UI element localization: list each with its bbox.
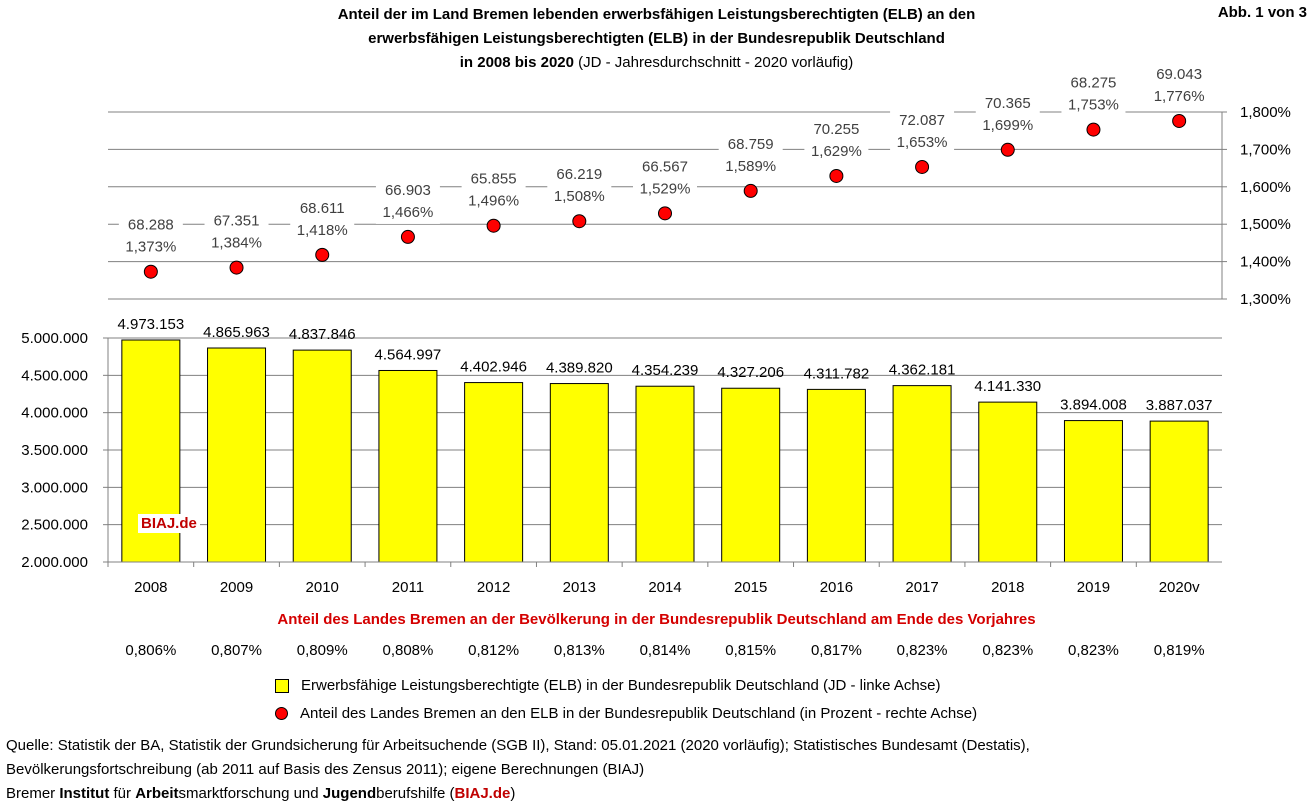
bremen-share-value: 0,817%: [810, 642, 862, 659]
x-axis-tick-label: 2013: [562, 579, 596, 596]
x-axis-tick-label: 2008: [134, 579, 168, 596]
left-axis-tick-label: 2.000.000: [21, 554, 88, 571]
bar: [722, 388, 780, 562]
source-line-2: Bevölkerungsfortschreibung (ab 2011 auf Basis des Zensus 2011); eigene Berechnungen (BIAJ): [6, 761, 645, 778]
dot: [1173, 114, 1186, 127]
right-axis-tick-label: 1,700%: [1240, 141, 1291, 159]
bar-value-label: 4.837.846: [288, 326, 356, 344]
left-axis-tick-label: 4.000.000: [21, 404, 88, 422]
left-axis-tick-label: 5.000.000: [21, 330, 88, 347]
x-axis-tick-label: 2019: [1076, 579, 1111, 596]
source-line-1: Quelle: Statistik der BA, Statistik der Grundsicherung für Arbeitsuchende (SGB II), Stand: 05.01.2021 (2020 vorläufig); Statistisches Bundesamt (Destatis),: [6, 737, 1030, 754]
dot: [316, 248, 329, 261]
bremen-share-value: 0,815%: [725, 642, 777, 659]
dot: [830, 169, 843, 182]
dot: [487, 219, 500, 232]
left-axis-tick-label: 4.500.000: [21, 367, 88, 385]
dot-percent-label: 1,699%: [982, 116, 1034, 134]
dot-percent-label: 1,629%: [810, 142, 862, 160]
legend-dot-swatch: [275, 707, 288, 720]
bar-value-label: 4.389.820: [545, 359, 613, 377]
dot: [1001, 143, 1014, 156]
bar: [293, 350, 351, 562]
watermark: BIAJ.de: [138, 514, 200, 533]
dot-count-label: 65.855: [470, 170, 517, 188]
bar-value-label: 4.402.946: [460, 358, 527, 376]
bar: [1150, 421, 1208, 562]
x-axis-tick-label: 2010: [305, 579, 339, 596]
bar: [893, 386, 951, 562]
bar: [550, 384, 608, 562]
dot-count-label: 68.611: [299, 199, 345, 217]
left-axis-tick-label: 3.500.000: [21, 442, 88, 459]
dot: [144, 265, 157, 278]
dot-count-label: 72.087: [899, 111, 946, 129]
dot: [659, 207, 672, 220]
right-axis-tick-label: 1,600%: [1240, 178, 1291, 196]
bar-value-label: 4.973.153: [117, 316, 185, 334]
right-axis-tick-label: 1,400%: [1240, 253, 1291, 271]
dot-count-label: 68.288: [127, 216, 174, 234]
x-axis-tick-label: 2012: [476, 579, 511, 596]
dot-count-label: 70.255: [813, 120, 860, 138]
dot: [916, 160, 929, 173]
bar: [979, 402, 1037, 562]
chart-title-years: in 2008 bis 2020: [459, 54, 574, 71]
right-axis-tick-label: 1,500%: [1240, 216, 1291, 234]
bremen-share-value: 0,823%: [982, 642, 1034, 659]
x-axis-tick-label: 2009: [219, 579, 254, 596]
bar: [379, 370, 437, 562]
bremen-share-value: 0,819%: [1153, 642, 1205, 659]
bar-value-label: 4.564.997: [374, 346, 442, 364]
left-axis-tick-label: 2.500.000: [21, 516, 88, 534]
right-axis-tick-label: 1,800%: [1240, 104, 1291, 121]
dot: [744, 184, 757, 197]
dot-count-label: 68.275: [1070, 74, 1117, 92]
dot: [1087, 123, 1100, 136]
dot-percent-label: 1,466%: [382, 203, 434, 221]
dot-percent-label: 1,496%: [468, 192, 520, 210]
dot-count-label: 66.567: [642, 158, 688, 176]
bremen-share-value: 0,823%: [1068, 642, 1119, 659]
dot-count-label: 66.903: [384, 181, 431, 199]
bremen-share-value: 0,814%: [639, 642, 691, 659]
x-axis-tick-label: 2014: [648, 579, 682, 596]
dot-percent-label: 1,753%: [1068, 96, 1119, 114]
dot-count-label: 67.351: [213, 212, 260, 230]
dot-percent-label: 1,776%: [1153, 87, 1205, 105]
legend-item-dots: [275, 705, 977, 722]
page-label: Abb. 1 von 3: [1217, 4, 1307, 21]
bremen-share-value: 0,813%: [553, 642, 605, 659]
chart-title-line-1: Anteil der im Land Bremen lebenden erwerbsfähigen Leistungsberechtigten (ELB) an den: [337, 6, 976, 23]
dot: [401, 230, 414, 243]
bar-value-label: 3.894.008: [1060, 396, 1127, 414]
dot-percent-label: 1,373%: [125, 238, 177, 256]
bar-value-label: 4.354.239: [631, 362, 699, 380]
legend-bar-label: Erwerbsfähige Leistungsberechtigte (ELB) in der Bundesrepublik Deutschland (JD - linke Achse): [301, 677, 941, 694]
dot-percent-label: 1,384%: [211, 234, 262, 252]
source-line-3: Bremer Institut für Arbeitsmarktforschung und Jugendberufshilfe (BIAJ.de): [6, 785, 516, 802]
bremen-share-value: 0,823%: [896, 642, 948, 659]
dot-count-label: 70.365: [984, 94, 1031, 112]
bar: [465, 383, 523, 562]
dot: [230, 261, 243, 274]
x-axis-tick-label: 2018: [991, 579, 1025, 596]
chart-title-line-2: erwerbsfähigen Leistungsberechtigten (ELB) in der Bundesrepublik Deutschland: [368, 30, 945, 47]
dot-percent-label: 1,508%: [553, 188, 605, 206]
bar: [208, 348, 266, 562]
bremen-share-value: 0,806%: [125, 642, 177, 659]
bar: [1064, 421, 1122, 562]
legend-dot-label: Anteil des Landes Bremen an den ELB in der Bundesrepublik Deutschland (in Prozent - rechte Achse): [300, 705, 978, 722]
bar-value-label: 4.141.330: [974, 378, 1042, 396]
legend-item-bars: [275, 677, 941, 694]
x-axis-tick-label: 2011: [391, 579, 425, 596]
dot-percent-label: 1,529%: [639, 180, 691, 198]
bar-value-label: 4.865.963: [203, 324, 270, 342]
dot-count-label: 66.219: [556, 166, 603, 184]
dot-percent-label: 1,418%: [296, 221, 348, 239]
dot-percent-label: 1,589%: [725, 157, 777, 175]
bar-value-label: 4.311.782: [803, 365, 870, 383]
chart-title-note: (JD - Jahresdurchschnitt - 2020 vorläufig): [573, 54, 854, 71]
x-axis-tick-label: 2016: [819, 579, 854, 596]
dot-count-label: 68.759: [727, 135, 774, 153]
dot: [573, 215, 586, 228]
bar-value-label: 4.327.206: [717, 364, 785, 382]
left-axis-tick-label: 3.000.000: [21, 479, 88, 497]
x-axis-tick-label: 2017: [905, 579, 939, 596]
dot-percent-label: 1,653%: [896, 133, 948, 151]
bremen-share-value: 0,812%: [468, 642, 520, 659]
bremen-share-value: 0,808%: [382, 642, 434, 659]
bremen-share-value: 0,807%: [211, 642, 262, 659]
bar-value-label: 4.362.181: [888, 361, 956, 379]
legend-bar-swatch: [275, 679, 289, 693]
right-axis-tick-label: 1,300%: [1240, 291, 1291, 308]
source-note: [6, 734, 1030, 806]
x-axis-tick-label: 2020v: [1158, 579, 1200, 596]
bar: [636, 386, 694, 562]
bar-value-label: 3.887.037: [1145, 397, 1213, 415]
bremen-share-title: Anteil des Landes Bremen an der Bevölkerung in der Bundesrepublik Deutschland am Ende des Vorjahres: [277, 611, 1036, 628]
bar: [807, 389, 865, 562]
dot-count-label: 69.043: [1156, 65, 1203, 83]
bremen-share-value: 0,809%: [296, 642, 348, 659]
x-axis-tick-label: 2015: [734, 579, 768, 596]
